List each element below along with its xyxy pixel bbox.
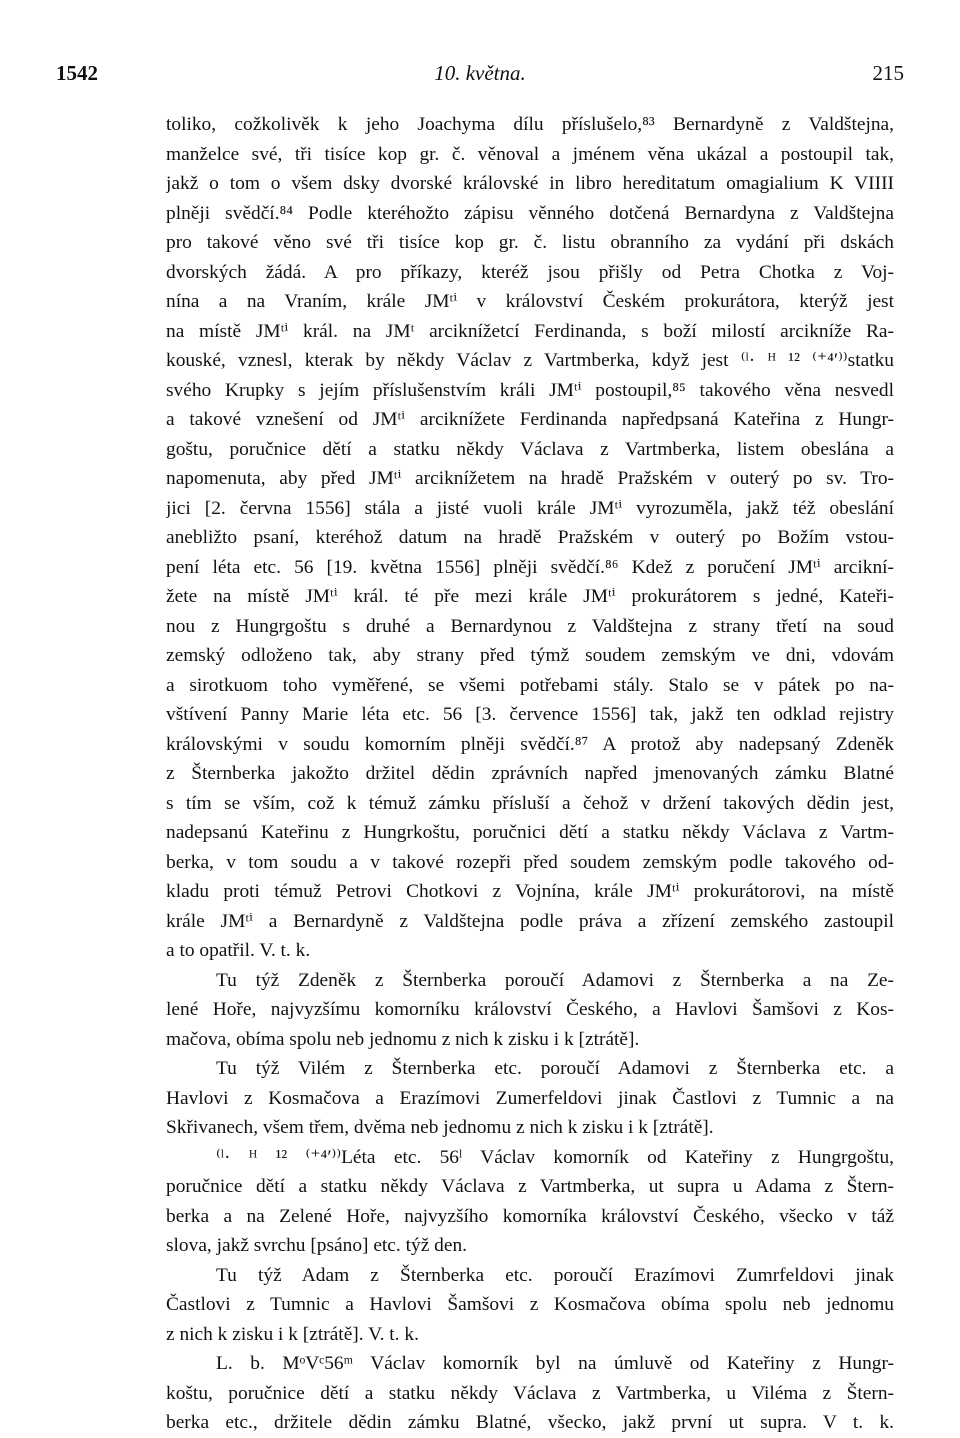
running-head <box>56 58 904 88</box>
text-line: a to opatřil. V. t. k. <box>166 940 311 961</box>
body-text <box>166 110 894 1438</box>
text-line: kladu proti témuž Petrovi Chotkovi z Vojnína, krále JMᵗⁱ prokurátorovi, na místě <box>166 881 894 902</box>
text-line: L. b. MᵒVᶜ56ᵐ Václav komorník byl na úmluvě od Kateřiny z Hungr- <box>216 1353 894 1374</box>
text-line: s tím se vším, což k témuž zámku přísluší a čehož v držení takových dědin jest, <box>166 792 894 814</box>
text-line: anebližto psaní, kteréhož datum na hradě Pražském v outerý po Božím vstou- <box>166 527 894 548</box>
text-line: berka, v tom soudu a v takové rozepři před soudem zemským podle takového od- <box>166 851 894 873</box>
text-line: nadepsanú Kateřinu z Hungrkoštu, poručnici dětí a statku někdy Václava z Vartm- <box>166 822 894 843</box>
text-line: a takové vznešení od JMᵗⁱ arciknížete Ferdinanda napředpsaná Kateřina z Hungr- <box>166 409 894 430</box>
text-line: poručnice dětí a statku někdy Václava z Vartmberka, ut supra u Adama z Štern- <box>166 1176 894 1197</box>
text-line: nou z Hungrgoštu s druhé a Bernardynou z Valdštejna z strany třetí na soud <box>166 615 894 637</box>
page-number: 215 <box>872 61 904 85</box>
text-line: slova, jakž svrchu [psáno] etc. týž den. <box>166 1235 467 1256</box>
text-line: Tu týž Zdeněk z Šternberka poroučí Adamovi z Šternberka a na Ze- <box>216 969 894 991</box>
text-line: nína a na Vraním, krále JMᵗⁱ v království Českém prokurátora, kterýž jest <box>166 291 894 312</box>
text-line: krále JMᵗⁱ a Bernardyně z Valdštejna podle práva a zřízení zemského zastoupil <box>166 910 894 932</box>
text-line: toliko, cožkolivěk k jeho Joachyma dílu příslušelo,⁸³ Bernardyně z Valdštejna, <box>166 114 894 135</box>
text-line: napomenuta, aby před JMᵗⁱ arciknížetem na hradě Pražském v outerý po sv. Tro- <box>166 468 894 489</box>
text-line: Skřivanech, všem třem, dvěma neb jednomu z nich k zisku i k [ztrátě]. <box>166 1117 714 1138</box>
text-line: Častlovi z Tumnic a Havlovi Šamšovi z Kosmačova obíma spolu neb jednomu <box>166 1294 894 1315</box>
header-date: 10. května. <box>434 61 526 85</box>
text-line: Tu týž Adam z Šternberka etc. poroučí Erazímovi Zumrfeldovi jinak <box>216 1264 894 1286</box>
header-year: 1542 <box>56 61 98 85</box>
text-line: Havlovi z Kosmačova a Erazímovi Zumerfeldovi jinak Častlovi z Tumnic a na <box>166 1087 894 1109</box>
text-line: z Šternberka jakožto držitel dědin zprávních napřed jmenovaných zámku Blatné <box>166 763 894 784</box>
text-line: pení léta etc. 56 [19. května 1556] plněji svědčí.⁸⁶ Kdež z poručení JMᵗⁱ arcikní- <box>166 556 894 578</box>
text-line: jici [2. června 1556] stála a jisté vuoli krále JMᵗⁱ vyrozuměla, jakž též obeslání <box>166 497 894 519</box>
text-line: jakž o tom o všem dsky dvorské královské in libro hereditatum omagialium K VIIII <box>166 173 894 194</box>
text-line: Tu týž Vilém z Šternberka etc. poroučí Adamovi z Šternberka etc. a <box>216 1058 894 1079</box>
text-line: mačova, obíma spolu neb jednomu z nich k zisku i k [ztrátě]. <box>166 1028 640 1050</box>
text-line: vštívení Panny Marie léta etc. 56 [3. července 1556] tak, jakž ten odklad rejistry <box>166 704 894 725</box>
text-line: berka a na Zelené Hoře, najvyzšího komorníka království Českého, všecko v táž <box>166 1205 894 1227</box>
text-line: berka etc., držitele dědin zámku Blatné, všecko, jakž první ut supra. V t. k. <box>166 1412 894 1433</box>
text-line: královskými v soudu komorním plněji svědčí.⁸⁷ A protož aby nadepsaný Zdeněk <box>166 733 894 755</box>
text-line: manželce své, tři tisíce kop gr. č. věnoval a jménem věna ukázal a postoupil tak, <box>166 143 894 165</box>
text-line: na místě JMᵗⁱ král. na JMᵗ arciknížetcí Ferdinanda, s boží milostí arciknížе Ra- <box>166 320 894 342</box>
text-line: svého Krupky s jejím příslušenstvím králi JMᵗⁱ postoupil,⁸⁵ takového věna nesvedl <box>166 379 894 401</box>
text-line: z nich k zisku i k [ztrátě]. V. t. k. <box>166 1323 419 1345</box>
text-line: goštu, poručnice dětí a statku někdy Václava z Vartmberka, listem obeslána a <box>166 438 894 460</box>
text-line: lené Hoře, najvyzšímu komorníku království Českého, a Havlovi Šamšovi z Kos- <box>166 999 894 1020</box>
text-line: plněji svědčí.⁸⁴ Podle kteréhožto zápisu věnného dotčená Bernardyna z Valdštejna <box>166 202 894 224</box>
text-line: zemský odloženo tak, aby strany před týmž soudem zemským ve dni, vdovám <box>166 645 894 666</box>
text-line: koštu, poručnice dětí a statku někdy Václava z Vartmberka, u Viléma z Štern- <box>166 1382 894 1404</box>
text-line: a sirotkuom toho vyměřené, se všemi potřebami stály. Stalo se v pátek po na- <box>166 674 894 696</box>
text-line: žete na místě JMᵗⁱ král. té pře mezi krále JMᵗⁱ prokurátorem s jedné, Kateři- <box>166 586 894 607</box>
text-line: kouské, vznesl, kterak by někdy Václav z Vartmberka, když jest ⁽ˡ· ᴴ ¹² ⁽⁺⁴ʹ⁾⁾statku <box>166 350 894 371</box>
text-line: dvorských žádá. A pro příkazy, kteréž jsou přišly od Petra Chotka z Voj- <box>166 261 894 283</box>
text-line: ⁽ˡ· ᴴ ¹² ⁽⁺⁴ʹ⁾⁾Léta etc. 56ˡ Václav komorník od Kateřiny z Hungrgoštu, <box>216 1146 894 1168</box>
text-line: pro takové věno své tři tisíce kop gr. č. listu obranního za vydání při dskách <box>166 232 894 253</box>
